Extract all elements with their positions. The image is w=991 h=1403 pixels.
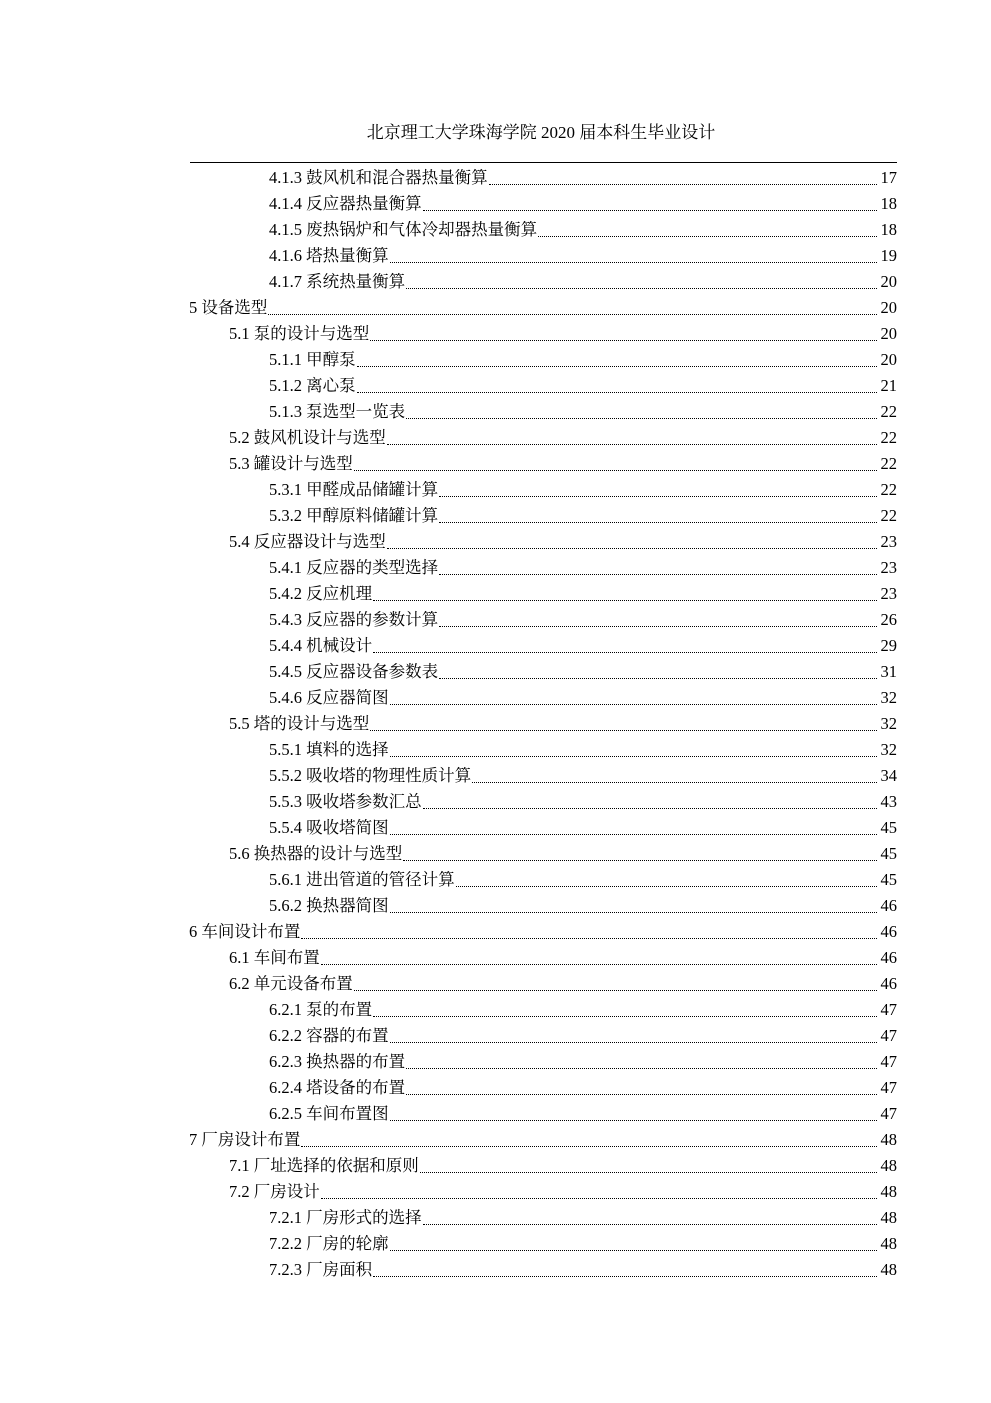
toc-entry-title: 5.4.4 机械设计 xyxy=(269,636,373,655)
toc-leader-dots xyxy=(406,288,877,289)
toc-entry-title: 5.5.3 吸收塔参数汇总 xyxy=(269,792,422,811)
toc-entry[interactable] xyxy=(189,633,897,659)
toc-entry[interactable] xyxy=(189,841,897,867)
toc-entry-page: 34 xyxy=(880,766,897,785)
toc-entry-page: 45 xyxy=(880,844,897,863)
toc-entry-page: 17 xyxy=(880,168,897,187)
toc-entry[interactable] xyxy=(189,555,897,581)
toc-entry-page: 46 xyxy=(880,922,897,941)
page-header: 北京理工大学珠海学院 2020 届本科生毕业设计 xyxy=(366,123,716,142)
toc-entry-page: 22 xyxy=(880,402,897,421)
toc-entry-title: 5.4.3 反应器的参数计算 xyxy=(269,610,439,629)
toc-leader-dots xyxy=(423,808,877,809)
toc-leader-dots xyxy=(406,1094,877,1095)
toc-entry-title: 5.1 泵的设计与选型 xyxy=(229,324,370,343)
toc-entry-page: 26 xyxy=(880,610,897,629)
toc-entry-title: 5.5 塔的设计与选型 xyxy=(229,714,370,733)
toc-entry-page: 32 xyxy=(880,688,897,707)
toc-leader-dots xyxy=(472,782,877,783)
toc-entry[interactable] xyxy=(189,477,897,503)
toc-entry[interactable] xyxy=(189,373,897,399)
toc-entry-title: 5.5.1 填料的选择 xyxy=(269,740,389,759)
toc-leader-dots xyxy=(390,756,877,757)
toc-entry[interactable] xyxy=(189,425,897,451)
toc-entry-page: 20 xyxy=(880,350,897,369)
toc-entry-page: 45 xyxy=(880,818,897,837)
toc-leader-dots xyxy=(390,834,877,835)
toc-entry-page: 22 xyxy=(880,506,897,525)
toc-entry[interactable] xyxy=(189,737,897,763)
toc-entry[interactable] xyxy=(189,1049,897,1075)
toc-entry-page: 43 xyxy=(880,792,897,811)
toc-entry-page: 48 xyxy=(880,1234,897,1253)
toc-entry-page: 48 xyxy=(880,1208,897,1227)
toc-entry-page: 22 xyxy=(880,480,897,499)
toc-entry[interactable] xyxy=(189,815,897,841)
toc-leader-dots xyxy=(406,1068,877,1069)
toc-entry[interactable] xyxy=(189,919,897,945)
toc-entry-title: 7.2 厂房设计 xyxy=(229,1182,320,1201)
toc-leader-dots xyxy=(489,184,877,185)
toc-entry[interactable] xyxy=(189,1231,897,1257)
toc-entry[interactable] xyxy=(189,1257,897,1283)
toc-entry[interactable] xyxy=(189,347,897,373)
toc-entry-title: 4.1.5 废热锅炉和气体冷却器热量衡算 xyxy=(269,220,538,239)
toc-entry[interactable] xyxy=(189,503,897,529)
toc-leader-dots xyxy=(354,990,877,991)
toc-leader-dots xyxy=(321,964,877,965)
toc-entry-page: 23 xyxy=(880,558,897,577)
toc-leader-dots xyxy=(387,548,877,549)
toc-leader-dots xyxy=(268,314,877,315)
toc-entry-title: 7.2.3 厂房面积 xyxy=(269,1260,373,1279)
toc-entry[interactable] xyxy=(189,165,897,191)
toc-entry-page: 23 xyxy=(880,532,897,551)
toc-entry[interactable] xyxy=(189,945,897,971)
toc-entry[interactable] xyxy=(189,529,897,555)
toc-leader-dots xyxy=(357,366,877,367)
toc-leader-dots xyxy=(301,1146,877,1147)
toc-entry[interactable] xyxy=(189,1127,897,1153)
toc-entry[interactable] xyxy=(189,607,897,633)
toc-entry-page: 32 xyxy=(880,740,897,759)
toc-leader-dots xyxy=(423,210,877,211)
toc-leader-dots xyxy=(390,1250,877,1251)
toc-entry-title: 4.1.6 塔热量衡算 xyxy=(269,246,389,265)
toc-leader-dots xyxy=(370,340,877,341)
toc-entry-title: 5.3.1 甲醛成品储罐计算 xyxy=(269,480,439,499)
toc-leader-dots xyxy=(406,418,877,419)
toc-entry[interactable] xyxy=(189,659,897,685)
toc-entry-page: 47 xyxy=(880,1026,897,1045)
toc-entry[interactable] xyxy=(189,867,897,893)
toc-entry[interactable] xyxy=(189,763,897,789)
toc-entry-page: 23 xyxy=(880,584,897,603)
toc-entry-page: 22 xyxy=(880,428,897,447)
toc-entry-page: 48 xyxy=(880,1182,897,1201)
toc-entry-page: 47 xyxy=(880,1104,897,1123)
toc-leader-dots xyxy=(390,1042,877,1043)
toc-entry-title: 5 设备选型 xyxy=(189,298,268,317)
toc-entry[interactable] xyxy=(189,1205,897,1231)
toc-entry-title: 6.2.4 塔设备的布置 xyxy=(269,1078,406,1097)
toc-entry-title: 5.5.2 吸收塔的物理性质计算 xyxy=(269,766,472,785)
toc-entry-title: 5.1.2 离心泵 xyxy=(269,376,356,395)
toc-entry-page: 22 xyxy=(880,454,897,473)
toc-leader-dots xyxy=(390,1120,877,1121)
toc-entry[interactable] xyxy=(189,581,897,607)
toc-entry[interactable] xyxy=(189,399,897,425)
toc-entry[interactable] xyxy=(189,685,897,711)
toc-entry-title: 5.2 鼓风机设计与选型 xyxy=(229,428,386,447)
toc-leader-dots xyxy=(538,236,877,237)
toc-leader-dots xyxy=(354,470,877,471)
header-rule xyxy=(190,162,897,163)
toc-entry-title: 7 厂房设计布置 xyxy=(189,1130,301,1149)
toc-leader-dots xyxy=(403,860,877,861)
toc-entry[interactable] xyxy=(189,191,897,217)
toc-entry-title: 5.4.1 反应器的类型选择 xyxy=(269,558,439,577)
toc-leader-dots xyxy=(357,392,877,393)
toc-entry-title: 5.4.6 反应器简图 xyxy=(269,688,389,707)
toc-entry-title: 5.3.2 甲醇原料储罐计算 xyxy=(269,506,439,525)
table-of-contents xyxy=(189,165,897,1283)
toc-entry[interactable] xyxy=(189,321,897,347)
toc-leader-dots xyxy=(439,574,877,575)
toc-entry[interactable] xyxy=(189,1023,897,1049)
toc-entry-page: 48 xyxy=(880,1260,897,1279)
toc-entry-title: 5.6.1 进出管道的管径计算 xyxy=(269,870,455,889)
toc-entry[interactable] xyxy=(189,971,897,997)
toc-leader-dots xyxy=(373,652,877,653)
toc-leader-dots xyxy=(301,938,877,939)
toc-entry-title: 6.2 单元设备布置 xyxy=(229,974,353,993)
toc-entry-title: 5.1.1 甲醇泵 xyxy=(269,350,356,369)
toc-entry[interactable] xyxy=(189,1179,897,1205)
toc-leader-dots xyxy=(387,444,877,445)
toc-entry-title: 5.6.2 换热器简图 xyxy=(269,896,389,915)
toc-entry-page: 32 xyxy=(880,714,897,733)
toc-entry[interactable] xyxy=(189,1075,897,1101)
toc-entry-page: 19 xyxy=(880,246,897,265)
toc-entry-title: 6.2.3 换热器的布置 xyxy=(269,1052,406,1071)
toc-entry-title: 6 车间设计布置 xyxy=(189,922,301,941)
toc-entry-title: 5.6 换热器的设计与选型 xyxy=(229,844,403,863)
toc-entry-title: 5.4.2 反应机理 xyxy=(269,584,373,603)
toc-entry-page: 18 xyxy=(880,194,897,213)
toc-entry-title: 6.1 车间布置 xyxy=(229,948,320,967)
toc-entry-title: 7.1 厂址选择的依据和原则 xyxy=(229,1156,419,1175)
toc-leader-dots xyxy=(390,262,877,263)
toc-entry[interactable] xyxy=(189,295,897,321)
toc-entry-title: 5.4.5 反应器设备参数表 xyxy=(269,662,439,681)
toc-entry-page: 20 xyxy=(880,324,897,343)
toc-entry-page: 47 xyxy=(880,1078,897,1097)
toc-leader-dots xyxy=(390,912,877,913)
toc-entry[interactable] xyxy=(189,451,897,477)
toc-leader-dots xyxy=(373,600,877,601)
toc-entry-page: 20 xyxy=(880,298,897,317)
toc-entry[interactable] xyxy=(189,893,897,919)
toc-entry-title: 4.1.3 鼓风机和混合器热量衡算 xyxy=(269,168,488,187)
toc-entry-title: 5.3 罐设计与选型 xyxy=(229,454,353,473)
toc-entry-page: 20 xyxy=(880,272,897,291)
toc-entry-page: 21 xyxy=(880,376,897,395)
toc-entry[interactable] xyxy=(189,711,897,737)
toc-entry[interactable] xyxy=(189,217,897,243)
toc-entry[interactable] xyxy=(189,1153,897,1179)
toc-entry-title: 4.1.4 反应器热量衡算 xyxy=(269,194,422,213)
toc-entry-title: 7.2.2 厂房的轮廓 xyxy=(269,1234,389,1253)
toc-leader-dots xyxy=(390,704,877,705)
toc-leader-dots xyxy=(456,886,877,887)
toc-entry-title: 5.5.4 吸收塔简图 xyxy=(269,818,389,837)
toc-leader-dots xyxy=(439,626,877,627)
toc-entry-title: 4.1.7 系统热量衡算 xyxy=(269,272,406,291)
toc-entry-title: 5.4 反应器设计与选型 xyxy=(229,532,386,551)
toc-entry-page: 45 xyxy=(880,870,897,889)
toc-entry-page: 48 xyxy=(880,1130,897,1149)
toc-entry-page: 18 xyxy=(880,220,897,239)
toc-entry-page: 47 xyxy=(880,1000,897,1019)
toc-leader-dots xyxy=(420,1172,877,1173)
toc-leader-dots xyxy=(439,678,877,679)
toc-entry-title: 7.2.1 厂房形式的选择 xyxy=(269,1208,422,1227)
toc-leader-dots xyxy=(370,730,877,731)
toc-entry-title: 6.2.5 车间布置图 xyxy=(269,1104,389,1123)
toc-entry[interactable] xyxy=(189,997,897,1023)
toc-leader-dots xyxy=(439,496,877,497)
toc-leader-dots xyxy=(423,1224,877,1225)
toc-entry-page: 48 xyxy=(880,1156,897,1175)
toc-entry-title: 5.1.3 泵选型一览表 xyxy=(269,402,406,421)
toc-leader-dots xyxy=(373,1016,877,1017)
toc-entry-page: 47 xyxy=(880,1052,897,1071)
toc-leader-dots xyxy=(321,1198,877,1199)
toc-entry-page: 46 xyxy=(880,974,897,993)
toc-entry[interactable] xyxy=(189,1101,897,1127)
toc-entry-title: 6.2.2 容器的布置 xyxy=(269,1026,389,1045)
toc-entry[interactable] xyxy=(189,269,897,295)
toc-entry-page: 46 xyxy=(880,948,897,967)
toc-leader-dots xyxy=(373,1276,877,1277)
toc-leader-dots xyxy=(439,522,877,523)
toc-entry-page: 46 xyxy=(880,896,897,915)
toc-entry[interactable] xyxy=(189,789,897,815)
toc-entry-page: 29 xyxy=(880,636,897,655)
toc-entry-page: 31 xyxy=(880,662,897,681)
toc-entry-title: 6.2.1 泵的布置 xyxy=(269,1000,373,1019)
toc-entry[interactable] xyxy=(189,243,897,269)
